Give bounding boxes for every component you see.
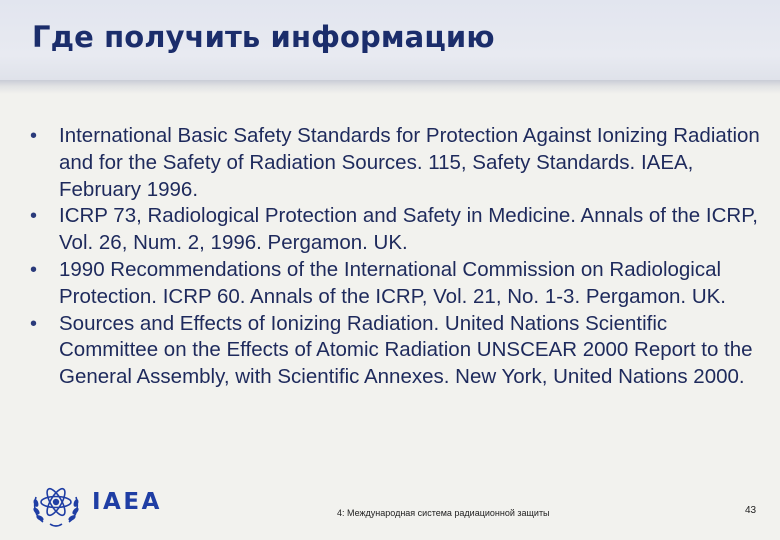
list-item	[30, 311, 770, 391]
list-item-text: ICRP 73, Radiological Protection and Safety in Medicine. Annals of the ICRP, Vol. 26, Num. 2, 1996. Pergamon. UK.	[59, 204, 758, 255]
list-item	[30, 123, 770, 203]
list-item	[30, 203, 770, 257]
list-item-text: International Basic Safety Standards for Protection Against Ionizing Radiation and for the Safety of Radiation Sources. 115, Safety Standards. IAEA, February 1996.	[59, 124, 760, 201]
bullet-icon: •	[30, 125, 38, 147]
reference-list	[30, 123, 770, 391]
bullet-icon: •	[30, 258, 38, 281]
footer-caption: 4: Международная система радиационной защиты	[337, 508, 550, 518]
bullet-icon: •	[30, 312, 38, 335]
list-item-text: Sources and Effects of Ionizing Radiation. United Nations Scientific Committee on the Effects of Atomic Radiation UNSCEAR 2000 Report to the General Assembly, with Scientific Annexes. New York, United Nations 2000.	[59, 311, 753, 389]
logo-wordmark: IAEA	[92, 489, 162, 515]
slide-title: Где получить информацию	[32, 20, 495, 54]
list-item	[30, 257, 770, 311]
title-band-shadow	[0, 80, 780, 94]
atom-emblem-icon	[30, 478, 82, 530]
list-item-text: 1990 Recommendations of the International Commission on Radiological Protection. ICRP 60. Annals of the ICRP, Vol. 21, No. 1-3. Pergamon. UK.	[59, 257, 726, 308]
page-number: 43	[745, 505, 757, 516]
iaea-logo	[30, 478, 175, 530]
bullet-icon: •	[30, 205, 38, 228]
